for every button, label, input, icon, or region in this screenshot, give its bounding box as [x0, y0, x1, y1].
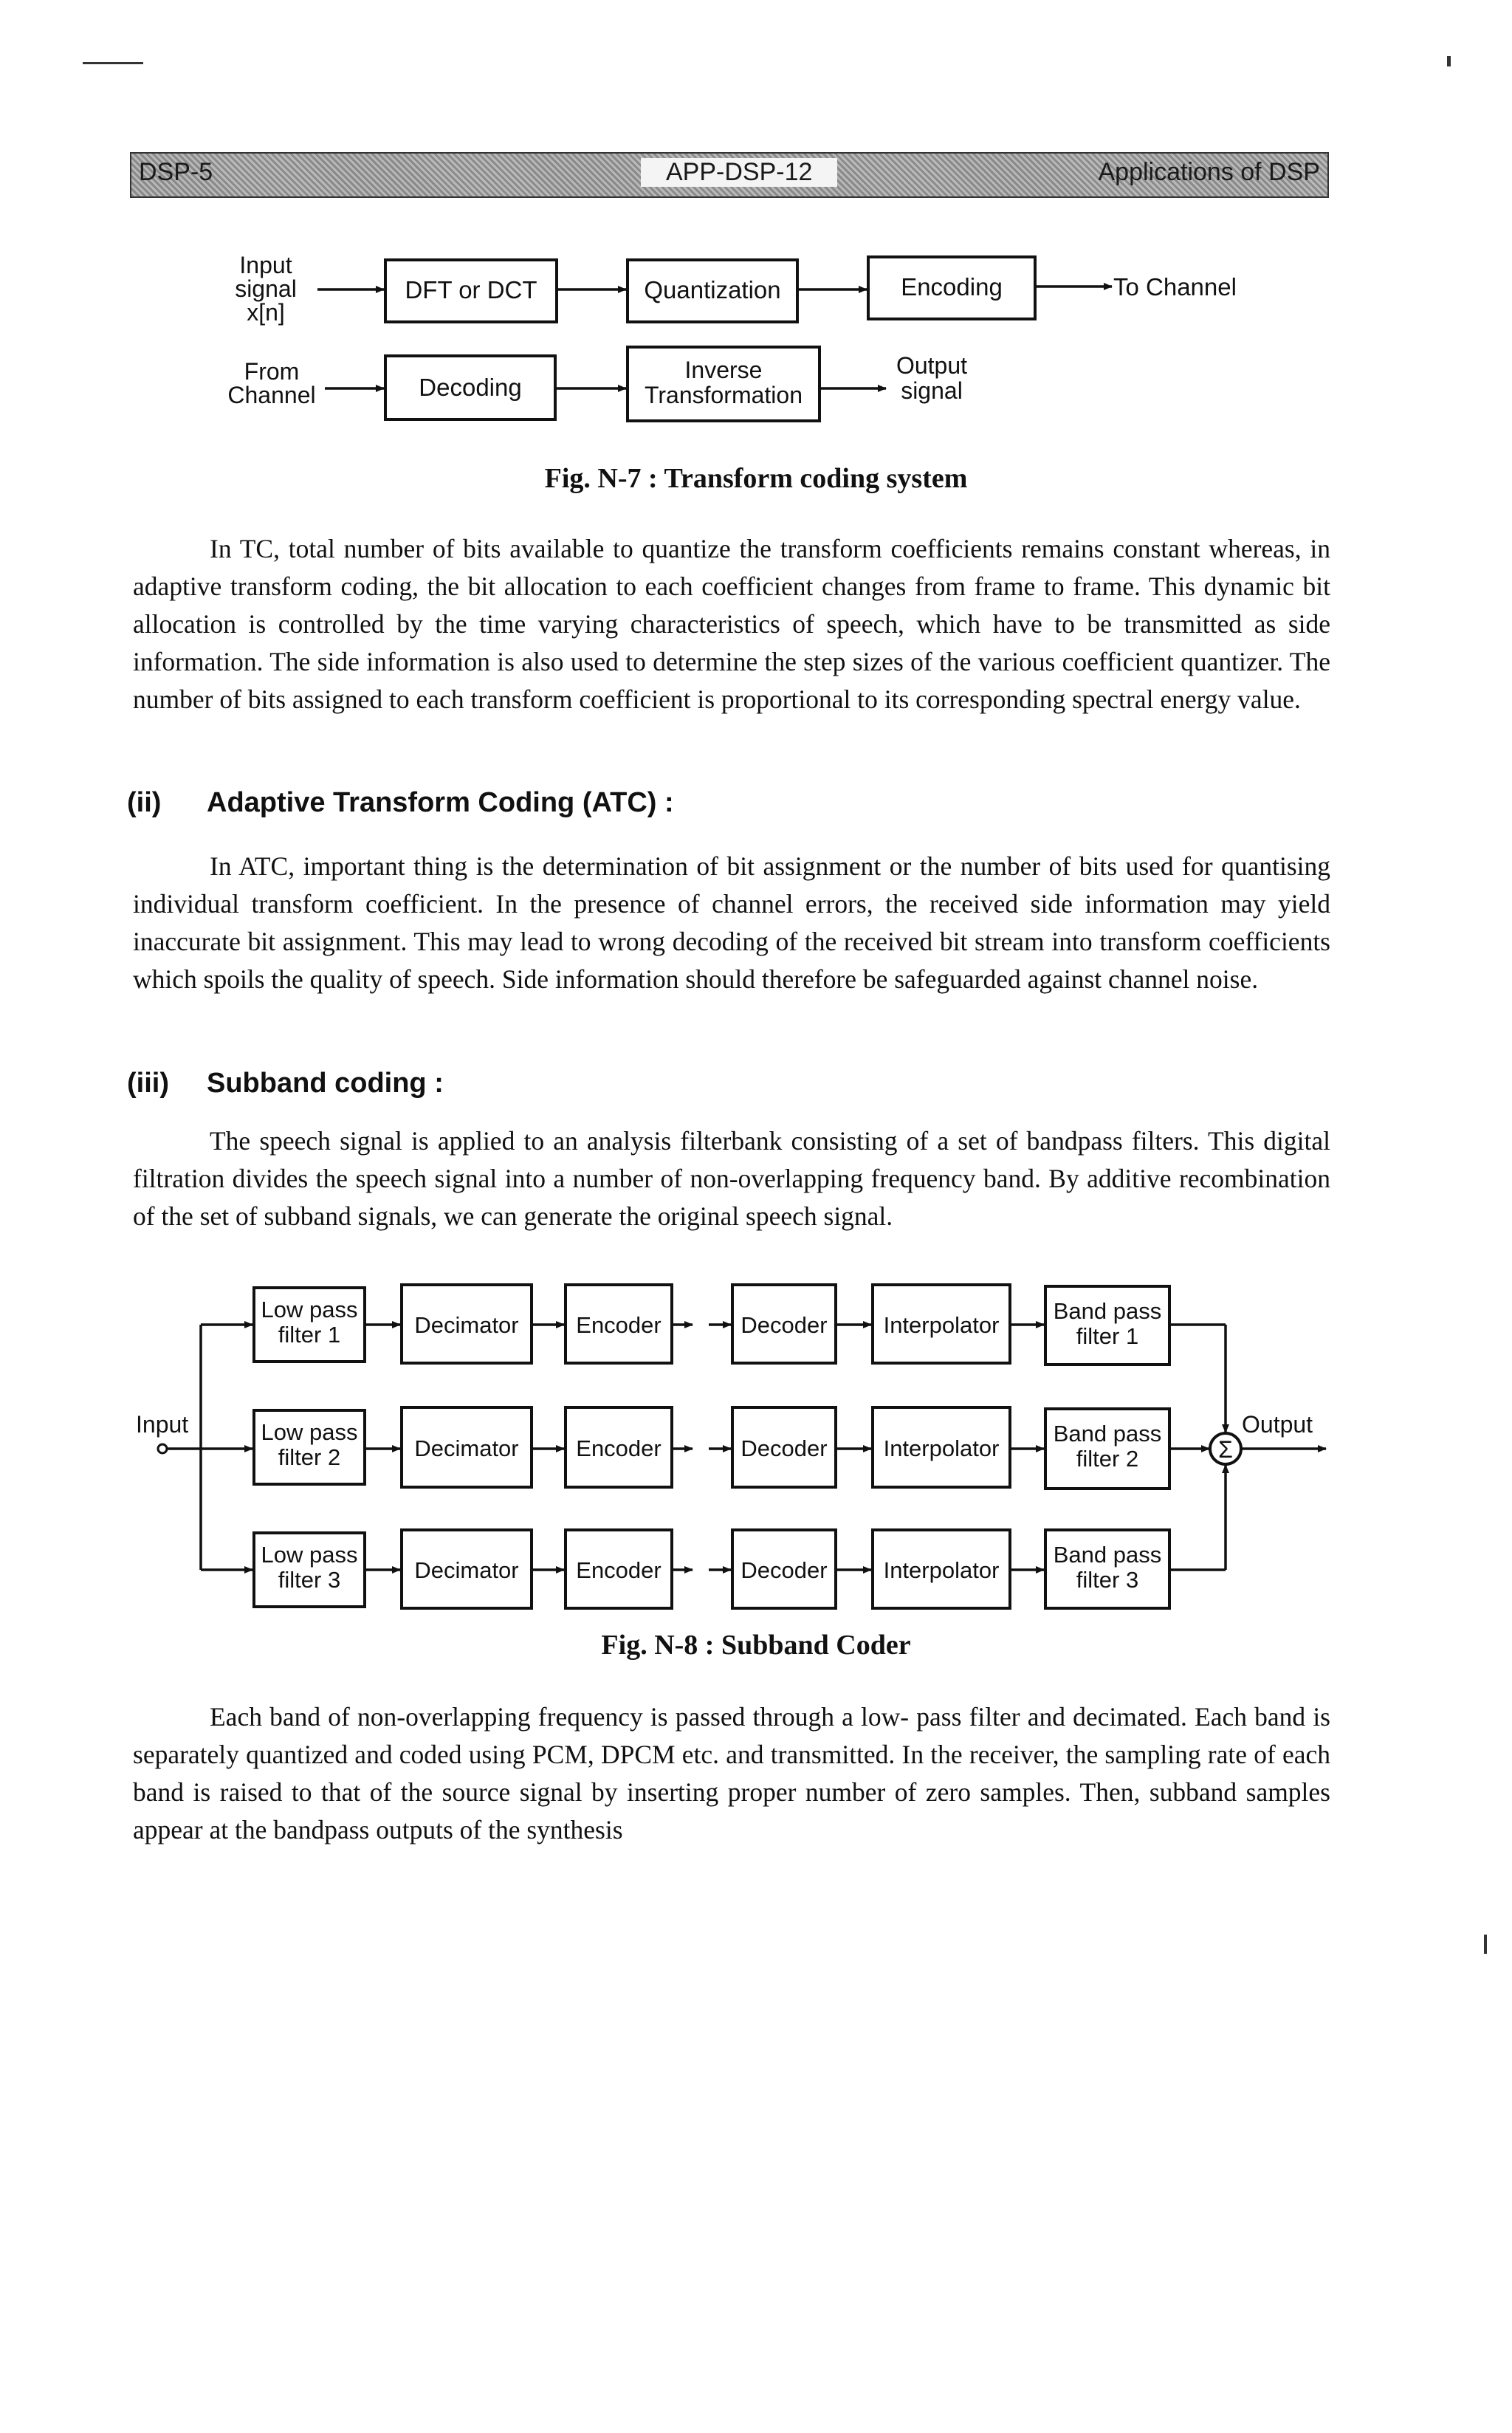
block-label: Decimator — [414, 1435, 519, 1461]
block-label: Decimator — [414, 1312, 519, 1338]
input-signal-label: Input — [239, 252, 292, 278]
input-signal-label: x[n] — [247, 299, 285, 326]
heading-title: Adaptive Transform Coding (ATC) : — [207, 787, 674, 818]
block-label: Decoder — [740, 1557, 828, 1583]
transform-coding-diagram — [0, 244, 1512, 436]
paragraph-tc: In TC, total number of bits available to quantize the transform coefficients remains constant whereas, in adaptive transform coding, the bit allocation to each coefficient changes from frame to frame. This dynamic bit allocation is controlled by the time varying characteristics of speech, which have to be transmitted as side information. The side information is also used to determine the step sizes of the various coefficient quantizer. The number of bits assigned to each transform coefficient is proportional to its corresponding spectral energy value. — [133, 534, 1330, 714]
decoding-label: Decoding — [419, 374, 522, 401]
block-label: Decoder — [740, 1435, 828, 1461]
paragraph-subband-detail: Each band of non-overlapping frequency is passed through a low- pass filter and decimated. Each band is separately quantized and coded using PCM, DPCM etc. and transmitted. In the receiver, the sampling rate of each band is raised to that of the source signal by inserting proper number of zero samples. Then, subband samples appear at the bandpass outputs of the synthesis — [133, 1702, 1330, 1845]
block-label: filter 3 — [278, 1567, 341, 1593]
block-label: Interpolator — [883, 1435, 1000, 1461]
block-label: filter 1 — [278, 1322, 341, 1348]
block-label: filter 1 — [1076, 1323, 1139, 1349]
paragraph-atc: In ATC, important thing is the determination of bit assignment or the number of bits used for quantising individual transform coefficient. In the presence of channel errors, the received side information may yield inaccurate bit assignment. This may lead to wrong decoding of the received bit stream into transform coefficients which spoils the quality of speech. Side information should therefore be safeguarded against channel noise. — [133, 851, 1330, 994]
heading-number: (iii) — [127, 1068, 169, 1099]
block-label: Band pass — [1053, 1542, 1162, 1568]
inverse-transformation-label: Inverse — [684, 357, 763, 383]
block-label: Interpolator — [883, 1557, 1000, 1583]
block-label: Encoder — [576, 1312, 662, 1338]
subband-row-1 — [254, 1285, 1169, 1365]
block-label: filter 2 — [278, 1444, 341, 1470]
to-channel-label: To Channel — [1113, 273, 1237, 301]
input-signal-label: signal — [235, 275, 297, 302]
scan-speck — [1484, 1935, 1487, 1954]
heading-subband — [127, 1068, 444, 1099]
block-label: filter 2 — [1076, 1446, 1139, 1472]
block-label: Band pass — [1053, 1421, 1162, 1447]
block-label: Low pass — [261, 1542, 358, 1568]
input-label: Input — [136, 1411, 189, 1438]
from-channel-label: From — [244, 358, 300, 385]
output-signal-label: Output — [896, 352, 968, 379]
figure-n7-caption: Fig. N-7 : Transform coding system — [544, 463, 968, 494]
subband-row-3 — [254, 1530, 1169, 1608]
output-label: Output — [1242, 1411, 1313, 1438]
block-label: Interpolator — [883, 1312, 1000, 1338]
block-label: filter 3 — [1076, 1567, 1139, 1593]
output-signal-label: signal — [901, 377, 963, 404]
heading-atc — [127, 787, 674, 819]
figure-n8-caption: Fig. N-8 : Subband Coder — [601, 1630, 911, 1661]
header-section-tag: Applications of DSP — [1098, 158, 1320, 186]
subband-row-2 — [254, 1407, 1169, 1489]
scan-rule-mark — [83, 62, 143, 64]
block-label: Band pass — [1053, 1298, 1162, 1324]
summation-symbol: Σ — [1218, 1436, 1233, 1463]
encoding-label: Encoding — [901, 273, 1003, 301]
inverse-transformation-label: Transformation — [645, 382, 803, 408]
heading-number: (ii) — [127, 787, 162, 818]
block-label: Low pass — [261, 1419, 358, 1445]
header-left-tag: DSP-5 — [139, 158, 213, 186]
input-terminal — [158, 1444, 167, 1453]
running-header — [130, 152, 1329, 198]
block-label: Decimator — [414, 1557, 519, 1583]
block-label: Encoder — [576, 1557, 662, 1583]
block-label: Encoder — [576, 1435, 662, 1461]
block-label: Low pass — [261, 1297, 358, 1322]
scan-speck — [1447, 56, 1451, 66]
heading-title: Subband coding : — [207, 1068, 444, 1099]
quantization-label: Quantization — [644, 276, 781, 303]
header-page-id: APP-DSP-12 — [641, 158, 837, 187]
block-label: Decoder — [740, 1312, 828, 1338]
subband-coder-diagram — [0, 1270, 1512, 1595]
paragraph-subband: The speech signal is applied to an analysis filterbank consisting of a set of bandpass filters. This digital filtration divides the speech signal into a number of non-overlapping frequency band. By additive recombination of the set of subband signals, we can generate the original speech signal. — [133, 1126, 1330, 1231]
dft-dct-label: DFT or DCT — [405, 276, 537, 303]
from-channel-label: Channel — [227, 382, 316, 408]
